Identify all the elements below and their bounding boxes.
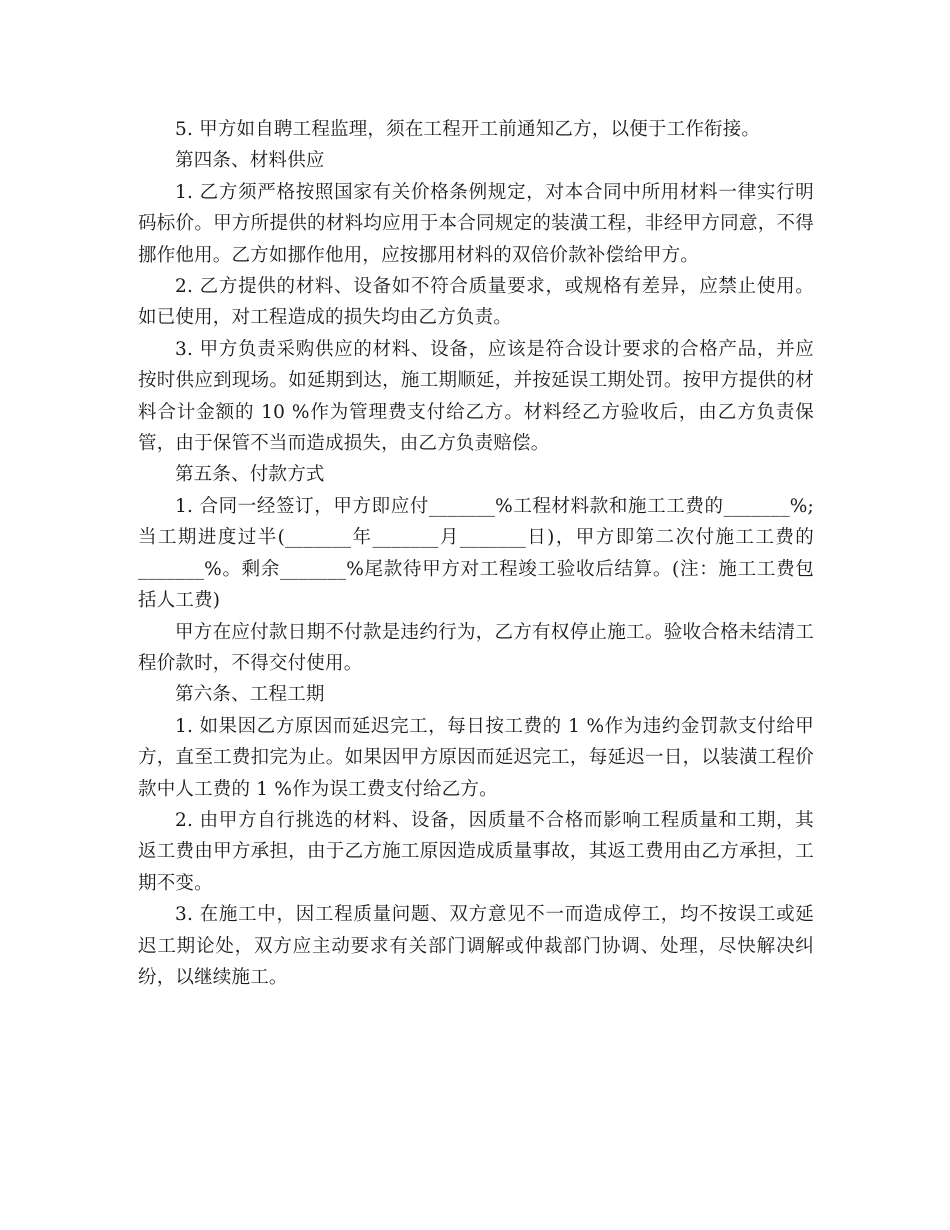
section-heading-article-6: 第六条、工程工期 (175, 684, 325, 706)
paragraph-materials-1: 1. 乙方须严格按照国家有关价格条例规定，对本合同中所用材料一律实行明码标价。甲方所提供的材料均应用于本合同规定的装潢工程，非经甲方同意，不得挪作他用。乙方如挪作他用，应按挪用材料的双倍价款补偿给甲方。 (138, 181, 814, 266)
paragraph-clause-4-5: 5. 甲方如自聘工程监理，须在工程开工前通知乙方，以便于工作衔接。 (175, 119, 761, 140)
paragraph-schedule-2: 2. 由甲方自行挑选的材料、设备，因质量不合格而影响工程质量和工期，其返工费由甲方承担，由于乙方施工原因造成质量事故，其返工费用由乙方承担，工期不变。 (138, 809, 814, 894)
paragraph-payment-1: 1. 合同一经签订，甲方即应付_______%工程材料款和施工工费的_______%;当工期进度过半(_______年_______月_______日)，甲方即第二次付施工工费的_______%。剩余_______%尾款待甲方对工程竣工验收后结算。(注：施工工费包括人工费) (138, 495, 814, 612)
document-body (138, 114, 814, 993)
paragraph-materials-2: 2. 乙方提供的材料、设备如不符合质量要求，或规格有差异，应禁止使用。如已使用，对工程造成的损失均由乙方负责。 (138, 276, 814, 329)
paragraph-schedule-1: 1. 如果因乙方原因而延迟完工，每日按工费的 1 %作为违约金罚款支付给甲方，直至工费扣完为止。如果因甲方原因而延迟完工，每延迟一日，以装潢工程价款中人工费的 1 %作为误工费支付给乙方。 (138, 715, 814, 800)
section-heading-article-5: 第五条、付款方式 (175, 464, 325, 486)
paragraph-payment-note: 甲方在应付款日期不付款是违约行为，乙方有权停止施工。验收合格未结清工程价款时，不得交付使用。 (138, 621, 814, 674)
section-heading-article-4: 第四条、材料供应 (175, 150, 325, 172)
paragraph-schedule-3: 3. 在施工中，因工程质量问题、双方意见不一而造成停工，均不按误工或延迟工期论处，双方应主动要求有关部门调解或仲裁部门协调、处理，尽快解决纠纷，以继续施工。 (138, 904, 814, 988)
paragraph-materials-3: 3. 甲方负责采购供应的材料、设备，应该是符合设计要求的合格产品，并应按时供应到现场。如延期到达，施工期顺延，并按延误工期处罚。按甲方提供的材料合计金额的 10 %作为管理费支付给乙方。材料经乙方验收后，由乙方负责保管，由于保管不当而造成损失，由乙方负责赔偿。 (138, 338, 814, 455)
